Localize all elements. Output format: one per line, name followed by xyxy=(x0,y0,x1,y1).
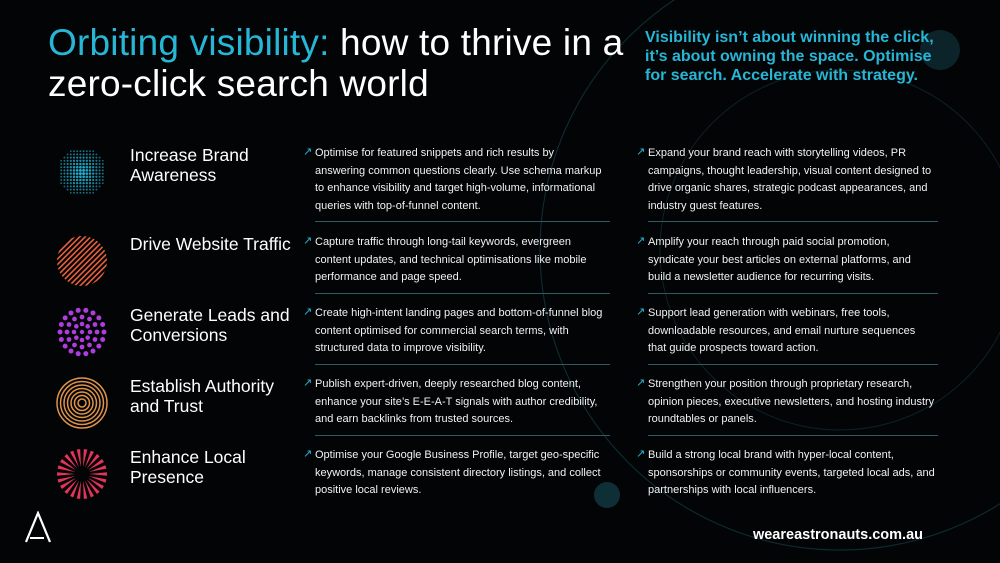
divider xyxy=(648,293,938,294)
title-rest: how to thrive in a zero-click search world xyxy=(48,22,624,104)
seo-tactic: ↗ Capture traffic through long-tail keywords, evergreen content updates, and technical optimisations like mobile performance and page speed. xyxy=(303,235,587,284)
goal-label: Increase Brand Awareness xyxy=(130,145,249,185)
goal-label: Enhance Local Presence xyxy=(130,447,246,487)
divider xyxy=(315,221,610,222)
goal-label: Establish Authority and Trust xyxy=(130,376,274,416)
goal-label: Drive Website Traffic xyxy=(130,234,291,254)
other-tactic: ↗ Support lead generation with webinars, free tools, downloadable resources, and email nurture sequences that guide prospects toward action. xyxy=(636,306,916,355)
arrow-up-right-icon: ↗ xyxy=(636,235,646,247)
sunburst-icon xyxy=(55,447,109,501)
title-highlight: Orbiting visibility: xyxy=(48,22,330,63)
other-tactic: ↗ Amplify your reach through paid social promotion, syndicate your best articles on external platforms, and build a newsletter audience for recurring visits. xyxy=(636,235,911,284)
arrow-up-right-icon: ↗ xyxy=(636,146,646,158)
arrow-up-right-icon: ↗ xyxy=(303,306,313,318)
goal-label: Generate Leads and Conversions xyxy=(130,305,290,345)
seo-tactic: ↗ Create high-intent landing pages and bottom-of-funnel blog content optimised for commercial search terms, with structured data to improve visibility. xyxy=(303,306,603,355)
website-link[interactable]: weareastronauts.com.au xyxy=(752,527,923,543)
dotted-rings-icon xyxy=(55,305,109,359)
goal-row-local-presence xyxy=(0,447,1000,517)
concentric-rings-icon xyxy=(55,376,109,430)
dotted-sphere-icon xyxy=(55,145,109,199)
astronauts-a-logo-icon[interactable] xyxy=(25,511,51,543)
other-tactic: ↗ Build a strong local brand with hyper-local content, sponsorships or community events, targeted local ads, and partnerships with local influencers. xyxy=(636,448,935,497)
seo-tactic: ↗ Publish expert-driven, deeply researched blog content, enhance your site’s E-E-A-T signals with author credibility, and earn backlinks from trusted sources. xyxy=(303,377,598,426)
page-title xyxy=(48,22,628,104)
other-tactic: ↗ Strengthen your position through proprietary research, opinion pieces, executive newsletters, and hosting industry roundtables or panels. xyxy=(636,377,935,426)
divider xyxy=(315,293,610,294)
divider xyxy=(648,364,938,365)
other-tactic: ↗ Expand your brand reach with storytelling videos, PR campaigns, thought leadership, visual content designed to drive organic shares, strategic podcast appearances, and industry guest features. xyxy=(636,146,932,213)
arrow-up-right-icon: ↗ xyxy=(303,146,313,158)
tagline: Visibility isn’t about winning the click, it’s about owning the space. Optimise for search. Accelerate with strategy. xyxy=(645,29,934,84)
divider xyxy=(315,364,610,365)
seo-tactic: ↗ Optimise for featured snippets and rich results by answering common questions clearly. Use schema markup to enhance visibility and target high-volume, informational queries with top-of-funnel content. xyxy=(303,146,602,213)
arrow-up-right-icon: ↗ xyxy=(636,377,646,389)
divider xyxy=(315,435,610,436)
arrow-up-right-icon: ↗ xyxy=(303,377,313,389)
striped-circle-icon xyxy=(55,234,109,288)
divider xyxy=(648,435,938,436)
arrow-up-right-icon: ↗ xyxy=(303,448,313,460)
goal-row-brand-awareness xyxy=(0,145,1000,215)
arrow-up-right-icon: ↗ xyxy=(303,235,313,247)
divider xyxy=(648,221,938,222)
arrow-up-right-icon: ↗ xyxy=(636,448,646,460)
seo-tactic: ↗ Optimise your Google Business Profile, target geo-specific keywords, manage consistent directory listings, and collect positive local reviews. xyxy=(303,448,601,497)
arrow-up-right-icon: ↗ xyxy=(636,306,646,318)
